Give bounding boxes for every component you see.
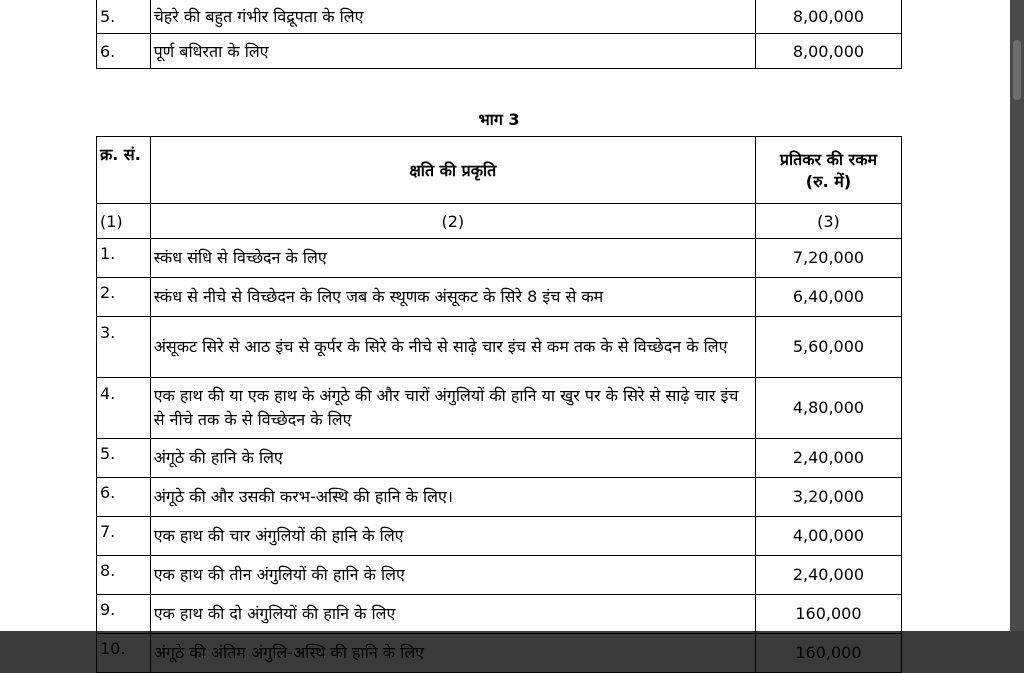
table-row — [97, 278, 902, 317]
table-row — [97, 517, 902, 556]
top-table — [96, 0, 902, 69]
table-row — [97, 378, 902, 439]
table-row — [97, 634, 902, 673]
row-amount: 160,000 — [755, 595, 901, 634]
row-description: अंगूठे की हानि के लिए — [150, 439, 755, 478]
row-amount: 4,80,000 — [755, 378, 901, 439]
row-description: अंसूकट सिरे से आठ इंच से कूर्पर के सिरे के नीचे से साढ़े चार इंच से कम तक के से विच्छेदन के लिए — [150, 317, 755, 378]
row-description: चेहरे की बहुत गंभीर विद्रूपता के लिए — [150, 0, 755, 34]
row-amount: 3,20,000 — [755, 478, 901, 517]
row-amount: 4,00,000 — [755, 517, 901, 556]
row-description: एक हाथ की चार अंगुलियों की हानि के लिए — [150, 517, 755, 556]
row-number: 6. — [97, 34, 151, 69]
row-description: एक हाथ की दो अंगुलियों की हानि के लिए — [150, 595, 755, 634]
row-number: 10. — [97, 634, 151, 673]
row-amount: 5,60,000 — [755, 317, 901, 378]
table-row — [97, 439, 902, 478]
row-number: 3. — [97, 317, 151, 378]
vertical-scrollbar[interactable] — [1010, 0, 1024, 631]
header-serial-number: क्र. सं. — [97, 137, 151, 204]
row-number: 2. — [97, 278, 151, 317]
row-number: 6. — [97, 478, 151, 517]
row-amount: 2,40,000 — [755, 439, 901, 478]
header-injury-nature: क्षति की प्रकृति — [150, 137, 755, 204]
column-number-2: (2) — [150, 204, 755, 239]
row-description: अंगूठे की और उसकी करभ-अस्थि की हानि के लिए। — [150, 478, 755, 517]
row-amount: 7,20,000 — [755, 239, 901, 278]
section-title: भाग 3 — [478, 110, 520, 129]
row-amount: 2,40,000 — [755, 556, 901, 595]
table-row — [97, 556, 902, 595]
table-row — [97, 0, 902, 34]
row-amount: 8,00,000 — [755, 34, 901, 69]
column-number-row — [97, 204, 902, 239]
header-amount-line1: प्रतिकर की रकम — [779, 150, 878, 169]
row-amount: 8,00,000 — [755, 0, 901, 34]
header-amount-line2: (रु. में) — [805, 172, 852, 191]
row-number: 4. — [97, 378, 151, 439]
row-description: एक हाथ की तीन अंगुलियों की हानि के लिए — [150, 556, 755, 595]
scrollbar-thumb[interactable] — [1013, 40, 1021, 100]
row-description: अंगूठे की अंतिम अंगुलि-अस्थि की हानि के लिए — [150, 634, 755, 673]
row-number: 5. — [97, 439, 151, 478]
row-amount: 6,40,000 — [755, 278, 901, 317]
row-description: एक हाथ की या एक हाथ के अंगूठे की और चारों अंगुलियों की हानि या खुर पर के सिरे से साढ़े चार इंच से नीचे तक के से विच्छेदन के लिए — [150, 378, 755, 439]
row-amount: 160,000 — [755, 634, 901, 673]
row-number: 5. — [97, 0, 151, 34]
row-number: 9. — [97, 595, 151, 634]
table-header-row — [97, 137, 902, 204]
row-number: 7. — [97, 517, 151, 556]
row-description: पूर्ण बधिरता के लिए — [150, 34, 755, 69]
row-description: स्कंध से नीचे से विच्छेदन के लिए जब के स्थूणक अंसूकट के सिरे 8 इंच से कम — [150, 278, 755, 317]
table-row — [97, 317, 902, 378]
row-description: स्कंध संधि से विच्छेदन के लिए — [150, 239, 755, 278]
row-number: 8. — [97, 556, 151, 595]
header-compensation-amount — [755, 137, 901, 204]
table-row — [97, 478, 902, 517]
compensation-table — [96, 136, 902, 673]
column-number-1: (1) — [97, 204, 151, 239]
table-row — [97, 34, 902, 69]
table-row — [97, 595, 902, 634]
column-number-3: (3) — [755, 204, 901, 239]
row-number: 1. — [97, 239, 151, 278]
table-row — [97, 239, 902, 278]
